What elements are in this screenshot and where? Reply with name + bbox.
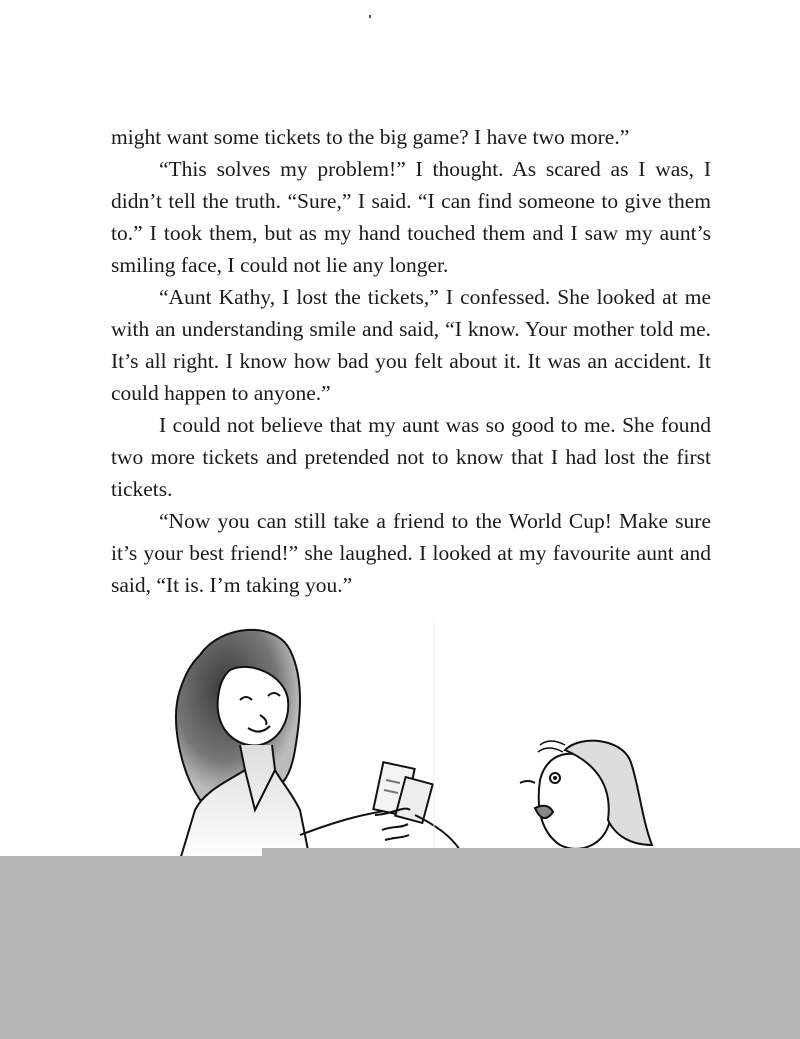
scan-speck bbox=[369, 15, 371, 18]
paragraph-2: “This solves my problem!” I thought. As scared as I was, I didn’t tell the truth. “Sure,” I said. “I can find someone to give them to.” I took them, but as my hand touched them and I saw my aunt’s smiling face, I could not lie any longer. bbox=[111, 157, 711, 277]
paragraph-4: I could not believe that my aunt was so good to me. She found two more tickets and pretended not to know that I had lost the first tickets. bbox=[111, 413, 711, 501]
gray-overlay-right bbox=[262, 848, 800, 1039]
story-text bbox=[111, 121, 711, 601]
paragraph-3: “Aunt Kathy, I lost the tickets,” I confessed. She looked at me with an understanding smile and said, “I know. Your mother told me. It’s all right. I know how bad you felt about it. It was an accident. It could happen to anyone.” bbox=[111, 285, 711, 405]
aunt-giving-tickets-illustration bbox=[160, 620, 660, 860]
paragraph-5: “Now you can still take a friend to the World Cup! Make sure it’s your best friend!” she laughed. I looked at my favourite aunt and said, “It is. I’m taking you.” bbox=[111, 509, 711, 597]
gray-overlay-left bbox=[0, 856, 262, 1039]
paragraph-1: might want some tickets to the big game? I have two more.” bbox=[111, 125, 630, 149]
woman-arm bbox=[300, 810, 390, 835]
